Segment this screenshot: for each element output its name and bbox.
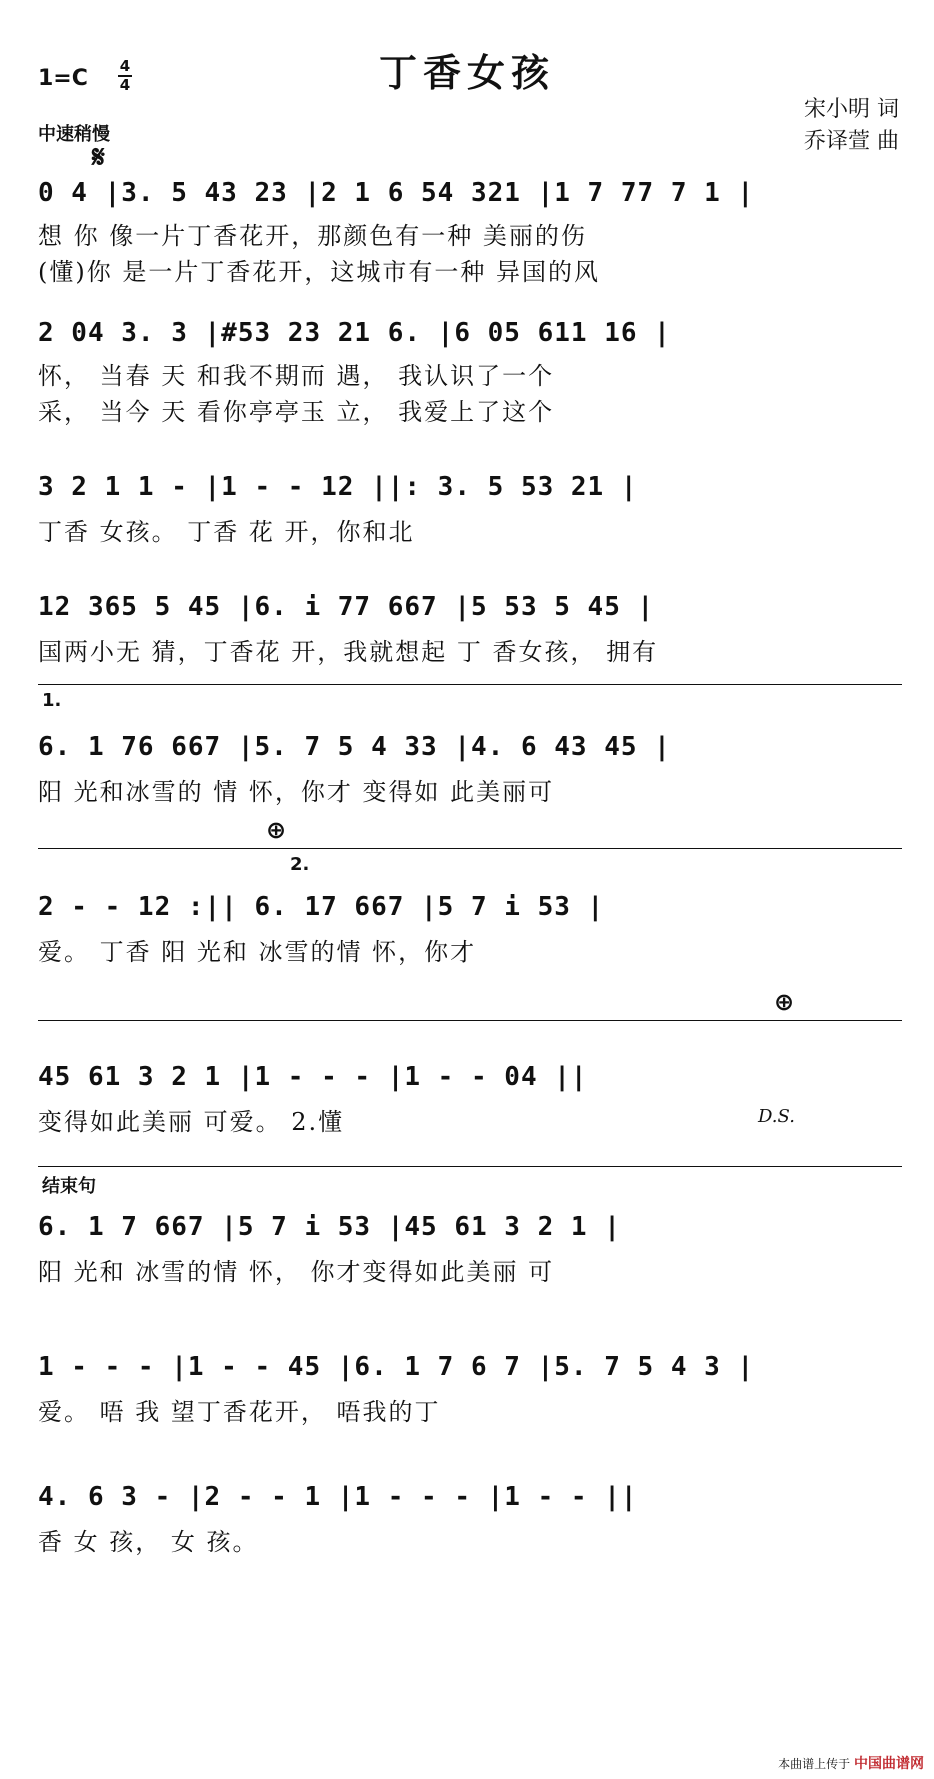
finale-bracket xyxy=(38,1166,902,1167)
lyric-row-8: 阳 光和 冰雪的情 怀， 你才变得如此美丽 可 xyxy=(38,1258,555,1286)
notation-row-7: 45 61 3 2 1 |1 - - - |1 - - 04 || xyxy=(38,1062,588,1092)
lyric-row-1-verse-1: 想 你 像一片丁香花开，那颜色有一种 美丽的伤 xyxy=(38,222,587,250)
notation-row-3: 3 2 1 1 - |1 - - 12 ||: 3. 5 53 21 | xyxy=(38,472,638,502)
finale-label: 结束句 xyxy=(42,1176,96,1197)
notation-row-4: 12 365 5 45 |6. i 77 667 |5 53 5 45 | xyxy=(38,592,655,622)
lyric-row-6: 爱。 丁香 阳 光和 冰雪的情 怀，你才 xyxy=(38,938,477,966)
lyric-row-7: 变得如此美丽 可爱。 2.懂 xyxy=(38,1108,345,1136)
lyric-row-2-verse-2: 采， 当今 天 看你亭亭玉 立， 我爱上了这个 xyxy=(38,398,555,426)
key-signature: 1=C xyxy=(38,66,88,91)
lyricist-credit: 宋小明 词 xyxy=(804,97,899,122)
segno-icon: 𝄋 xyxy=(92,140,105,175)
meter-bottom: 4 xyxy=(119,76,131,94)
lyric-row-5: 阳 光和冰雪的 情 怀，你才 变得如 此美丽可 xyxy=(38,778,555,806)
lyric-row-3: 丁香 女孩。 丁香 花 开，你和北 xyxy=(38,518,415,546)
ending-1-bracket xyxy=(38,684,902,685)
tempo-marking: 中速稍慢 xyxy=(38,124,110,145)
footer-credit xyxy=(778,1753,924,1773)
lyric-row-2-verse-1: 怀， 当春 天 和我不期而 遇， 我认识了一个 xyxy=(38,362,555,390)
coda-icon-right: ⊕ xyxy=(774,988,795,1016)
footer-site: 中国曲谱网 xyxy=(854,1756,924,1772)
composer-credit: 乔译萱 曲 xyxy=(804,129,899,154)
notation-row-6: 2 - - 12 :|| 6. 17 667 |5 7 i 53 | xyxy=(38,892,605,922)
ending-2-bracket xyxy=(38,848,902,849)
footer-prefix: 本曲谱上传于 xyxy=(778,1757,851,1771)
dal-segno-mark: D.S. xyxy=(758,1106,795,1127)
coda-line xyxy=(38,1020,902,1021)
notation-row-5: 6. 1 76 667 |5. 7 5 4 33 |4. 6 43 45 | xyxy=(38,732,671,762)
notation-row-2: 2 04 3. 3 |#53 23 21 6. |6 05 611 16 | xyxy=(38,318,671,348)
notation-row-1: 0 4 |3. 5 43 23 |2 1 6 54 321 |1 7 77 7 1 | xyxy=(38,178,755,208)
lyric-row-4: 国两小无 猜，丁香花 开，我就想起 丁 香女孩， 拥有 xyxy=(38,638,659,666)
coda-icon: ⊕ xyxy=(266,816,287,844)
lyric-row-1-verse-2: (懂)你 是一片丁香花开，这城市有一种 异国的风 xyxy=(38,258,600,286)
lyric-row-10: 香 女 孩， 女 孩。 xyxy=(38,1528,259,1556)
ending-2-label: 2. xyxy=(290,854,310,875)
lyric-row-9: 爱。 唔 我 望丁香花开， 唔我的丁 xyxy=(38,1398,441,1426)
notation-row-8: 6. 1 7 667 |5 7 i 53 |45 61 3 2 1 | xyxy=(38,1212,621,1242)
song-title: 丁香女孩 xyxy=(378,51,555,95)
notation-row-9: 1 - - - |1 - - 45 |6. 1 7 6 7 |5. 7 5 4 3 | xyxy=(38,1352,755,1382)
notation-row-10: 4. 6 3 - |2 - - 1 |1 - - - |1 - - || xyxy=(38,1482,638,1512)
ending-1-label: 1. xyxy=(42,690,62,711)
meter-top: 4 xyxy=(119,57,131,75)
